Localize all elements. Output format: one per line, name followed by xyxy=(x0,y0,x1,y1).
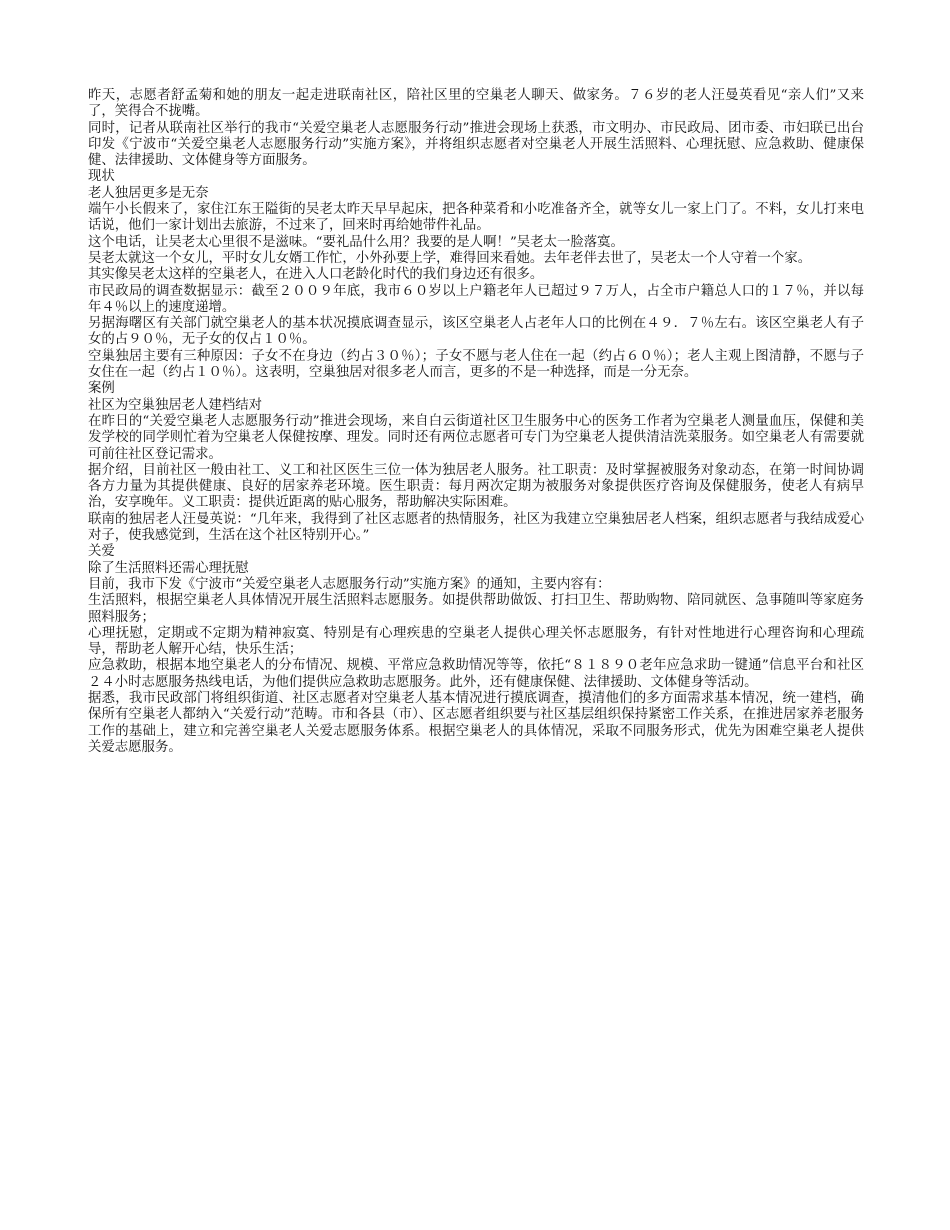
paragraph: 心理抚慰，定期或不定期为精神寂寞、特别是有心理疾患的空巢老人提供心理关怀志愿服务，有针对性地进行心理咨询和心理疏导，帮助老人解开心结，快乐生活； xyxy=(88,625,864,658)
section-label: 现状 xyxy=(88,169,115,185)
paragraph: 联南的独居老人汪曼英说：“几年来，我得到了社区志愿者的热情服务，社区为我建立空巢独居老人档案，组织志愿者与我结成爱心对子，使我感觉到，生活在这个社区特别开心。” xyxy=(88,511,864,544)
paragraph: 其实像吴老太这样的空巢老人，在进入人口老龄化时代的我们身边还有很多。 xyxy=(88,267,544,283)
paragraph: 端午小长假来了，家住江东王隘街的吴老太昨天早早起床，把各种菜肴和小吃准备齐全，就等女儿一家上门了。不料，女儿打来电话说，他们一家计划出去旅游，不过来了，回来时再给她带件礼品。 xyxy=(88,202,864,234)
paragraph: 应急救助，根据本地空巢老人的分布情况、规模、平常应急救助情况等等，依托“８１８９０老年应急求助一键通”信息平台和社区２４小时志愿服务热线电话，为他们提供应急救助志愿服务。此外，还有健康保健、法律援助、文体健身等活动。 xyxy=(88,658,864,690)
paragraph: 吴老太就这一个女儿，平时女儿女婿工作忙，小外孙要上学，难得回来看她。去年老伴去世了，吴老太一个人守着一个家。 xyxy=(88,250,812,266)
paragraph: 空巢独居主要有三种原因：子女不在身边（约占３０％）；子女不愿与老人住在一起（约占６０％）；老人主观上图清静，不愿与子女住在一起（约占１０％）。这表明，空巢独居对很多老人而言，更多的不是一种选择，而是一分无奈。 xyxy=(88,348,864,381)
paragraph: 这个电话，让吴老太心里很不是滋味。“要礼品什么用？我要的是人啊！”吴老太一脸落寞。 xyxy=(88,234,624,250)
paragraph: 据悉，我市民政部门将组织街道、社区志愿者对空巢老人基本情况进行摸底调查，摸清他们的多方面需求基本情况，统一建档，确保所有空巢老人都纳入“关爱行动”范畴。市和各县（市）、区志愿者组织要与社区基层组织保持紧密工作关系，在推进居家养老服务工作的基础上，建立和完善空巢老人关爱志愿服务体系。根据空巢老人的具体情况，采取不同服务形式，优先为困难空巢老人提供关爱志愿服务。 xyxy=(88,690,864,755)
paragraph: 市民政局的调查数据显示：截至２００９年底，我市６０岁以上户籍老年人已超过９７万人，占全市户籍总人口的１７％，并以每年４％以上的速度递增。 xyxy=(88,283,864,315)
paragraph: 昨天，志愿者舒孟菊和她的朋友一起走进联南社区，陪社区里的空巢老人聊天、做家务。７６岁的老人汪曼英看见“亲人们”又来了，笑得合不拢嘴。 xyxy=(88,88,864,120)
paragraph: 在昨日的“关爱空巢老人志愿服务行动”推进会现场，来自白云街道社区卫生服务中心的医务工作者为空巢老人测量血压，保健和美发学校的同学则忙着为空巢老人保健按摩、理发。同时还有两位志愿者可专门为空巢老人提供清洁洗菜服务。如空巢老人有需要就可前往社区登记需求。 xyxy=(88,413,864,462)
section-heading: 老人独居更多是无奈 xyxy=(88,185,209,201)
document-body xyxy=(88,88,864,756)
paragraph: 另据海曙区有关部门就空巢老人的基本状况摸底调查显示，该区空巢老人占老年人口的比例在４９．７％左右。该区空巢老人有子女的占９０％，无子女的仅占１０％。 xyxy=(88,316,864,348)
paragraph: 目前，我市下发《宁波市“关爱空巢老人志愿服务行动”实施方案》的通知，主要内容有： xyxy=(88,576,611,592)
section-label: 案例 xyxy=(88,381,115,397)
paragraph: 同时，记者从联南社区举行的我市“关爱空巢老人志愿服务行动”推进会现场上获悉，市文明办、市民政局、团市委、市妇联已出台印发《宁波市“关爱空巢老人志愿服务行动”实施方案》，并将组织志愿者对空巢老人开展生活照料、心理抚慰、应急救助、健康保健、法律援助、文体健身等方面服务。 xyxy=(88,120,864,169)
section-label: 关爱 xyxy=(88,544,115,560)
paragraph: 生活照料，根据空巢老人具体情况开展生活照料志愿服务。如提供帮助做饭、打扫卫生、帮助购物、陪同就医、急事随叫等家庭务照料服务； xyxy=(88,593,864,625)
section-heading: 除了生活照料还需心理抚慰 xyxy=(88,560,249,576)
section-heading: 社区为空巢独居老人建档结对 xyxy=(88,397,263,413)
paragraph: 据介绍，目前社区一般由社工、义工和社区医生三位一体为独居老人服务。社工职责：及时掌握被服务对象动态，在第一时间协调各方力量为其提供健康、良好的居家养老环境。医生职责：每月两次定期为被服务对象提供医疗咨询及保健服务，使老人有病早治，安享晚年。义工职责：提供近距离的贴心服务，帮助解决实际困难。 xyxy=(88,462,864,511)
